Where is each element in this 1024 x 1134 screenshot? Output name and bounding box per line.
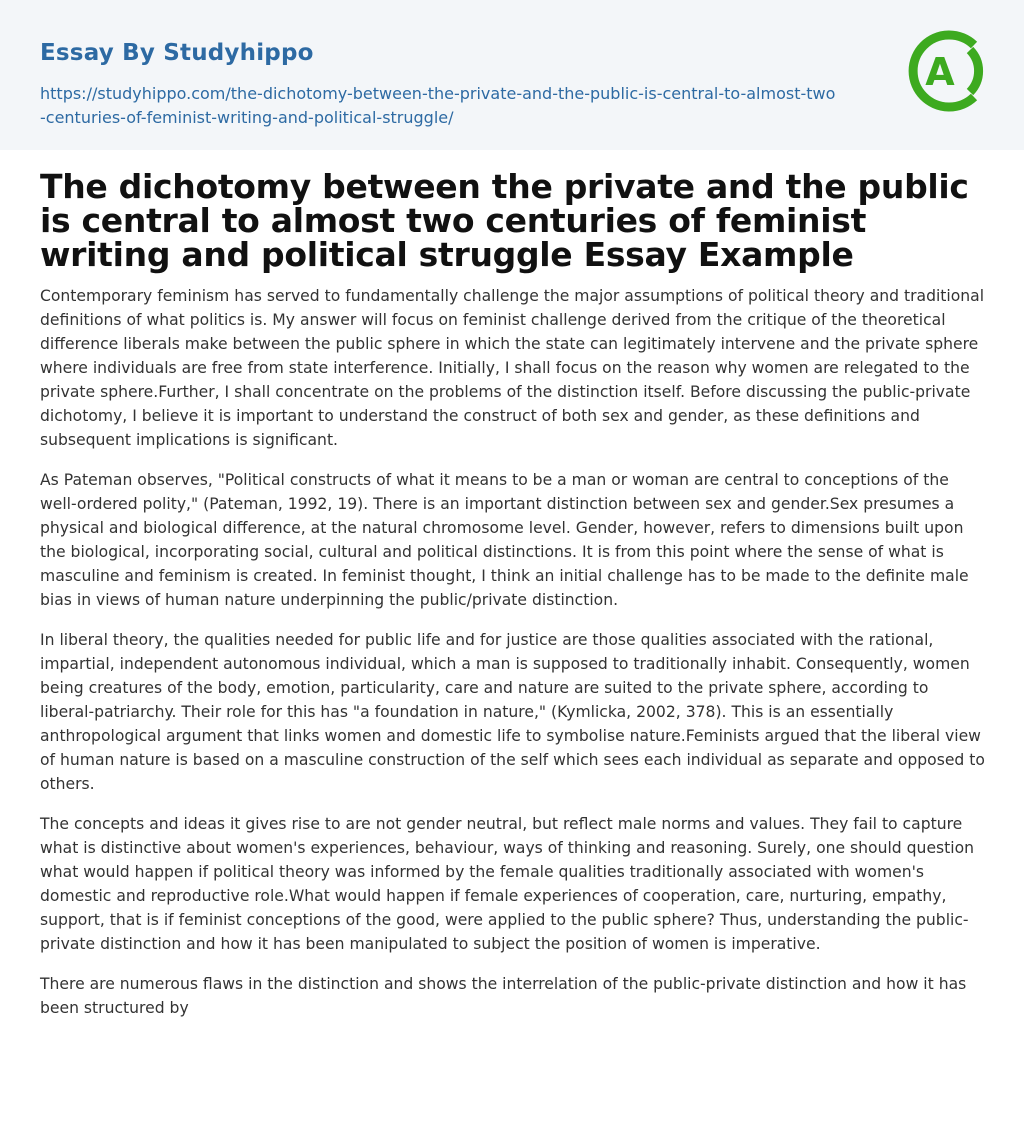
source-url-link[interactable]: https://studyhippo.com/the-dichotomy-between-the-private-and-the-public-is-central-to-almost-two-centuries-of-feminist-writing-and-political-struggle/ — [40, 84, 836, 127]
essay-content — [40, 167, 986, 1036]
studyhippo-logo-icon[interactable] — [904, 28, 990, 114]
essay-paragraph: Contemporary feminism has served to fundamentally challenge the major assumptions of political theory and traditional definitions of what politics is. My answer will focus on feminist challenge derived from the critique of the theoretical difference liberals make between the public sphere in which the state can legitimately intervene and the private sphere where individuals are free from state interference. Initially, I shall focus on the reason why women are relegated to the private sphere.Further, I shall concentrate on the problems of the distinction itself. Before discussing the public-private dichotomy, I believe it is important to understand the construct of both sex and gender, as these definitions and subsequent implications is significant. — [40, 287, 985, 449]
brand-title[interactable]: Essay By Studyhippo — [40, 40, 314, 66]
essay-paragraph: The concepts and ideas it gives rise to are not gender neutral, but reflect male norms and values. They fail to capture what is distinctive about women's experiences, behaviour, ways of thinking and reasoning. Surely, one should question what would happen if political theory was informed by the female qualities traditionally associated with women's domestic and reproductive role.What would happen if female experiences of cooperation, care, nurturing, empathy, support, that is if feminist conceptions of the good, were applied to the public sphere? Thus, understanding the public-private distinction and how it has been manipulated to subject the position of women is imperative. — [40, 815, 975, 953]
essay-paragraph: In liberal theory, the qualities needed for public life and for justice are those qualities associated with the rational, impartial, independent autonomous individual, which a man is supposed to traditionally inhabit. Consequently, women being creatures of the body, emotion, particularity, care and nature are suited to the private sphere, according to liberal-patriarchy. Their role for this has "a foundation in nature," (Kymlicka, 2002, 378). This is an essentially anthropological argument that links women and domestic life to symbolise nature.Feminists argued that the liberal view of human nature is based on a masculine construction of the self which sees each individual as separate and opposed to others. — [40, 631, 985, 793]
essay-paragraph: As Pateman observes, "Political constructs of what it means to be a man or woman are central to conceptions of the well-ordered polity," (Pateman, 1992, 19). There is an important distinction between sex and gender.Sex presumes a physical and biological difference, at the natural chromosome level. Gender, however, refers to dimensions built upon the biological, incorporating social, cultural and political distinctions. It is from this point where the sense of what is masculine and feminism is created. In feminist thought, I think an initial challenge has to be made to the definite male bias in views of human nature underpinning the public/private distinction. — [40, 471, 969, 609]
logo-letter: A — [925, 50, 955, 94]
site-header — [0, 0, 1024, 150]
essay-title: The dichotomy between the private and the public is central to almost two centuries of feminist writing and political struggle Essay Example — [40, 167, 969, 274]
essay-paragraph: There are numerous flaws in the distinction and shows the interrelation of the public-private distinction and how it has been structured by — [40, 975, 967, 1017]
